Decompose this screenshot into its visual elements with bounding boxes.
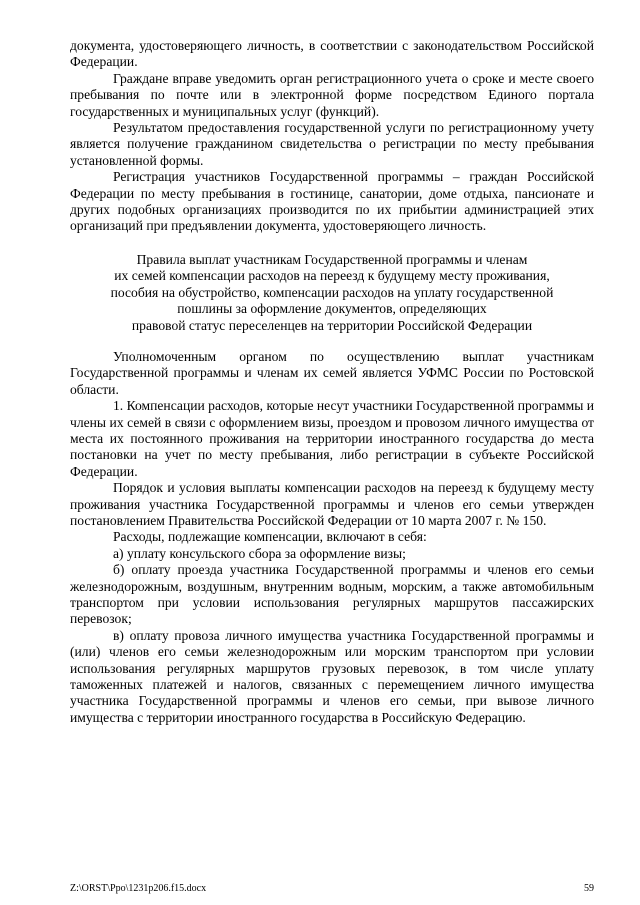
section-heading [70,252,594,334]
heading-line: правовой статус переселенцев на территории Российской Федерации [131,317,533,333]
list-item: а) уплату консульского сбора за оформление визы; [113,545,406,561]
heading-line: их семей компенсации расходов на переезд к будущему месту проживания, [114,268,550,284]
paragraph: Порядок и условия выплаты компенсации расходов на переезд к будущему месту проживания участника Государственной программы и членов его семьи утвержден постановлением Правительства Российской Федерации от 10 марта 2007 г. № 150. [70,480,594,528]
paragraph: Граждане вправе уведомить орган регистрационного учета о сроке и месте своего пребывания по почте или в электронной форме посредством Единого портала государственных и муниципальных услуг (функций). [70,70,594,119]
paragraph: 1. Компенсации расходов, которые несут участники Государственной программы и члены их семей в связи с оформлением визы, проездом и провозом личного имущества от места их постоянного проживания на территории иностранного государства до места постановки на учет по месту пребывания, либо регистрации в субъекте Российской Федерации. [70,398,595,479]
document-body [70,38,594,726]
paragraph: Уполномоченным органом по осуществлению выплат участникам Государственной программы и членам их семей является УФМС России по Ростовской области. [70,348,594,397]
heading-line: пособия на обустройство, компенсации расходов на уплату государственной [110,284,554,300]
paragraph: документа, удостоверяющего личность, в соответствии с законодательством Российской Федерации. [70,38,594,70]
footer-page-number: 59 [584,883,594,894]
heading-line: Правила выплат участникам Государственной программы и членам [136,251,528,267]
paragraph: Регистрация участников Государственной программы – граждан Российской Федерации по месту пребывания в гостинице, санатории, доме отдыха, пансионате и других подобных организациях производится по их прибытии администрацией этих организаций при предъявлении документа, удостоверяющего личность. [70,169,594,234]
list-item: б) оплату проезда участника Государственной программы и членов его семьи железнодорожным, воздушным, внутренним водным, морским, а также автомобильным транспортом при условии использования регулярных маршрутов пассажирских перевозок; [70,562,594,627]
paragraph: Расходы, подлежащие компенсации, включают в себя: [113,529,427,545]
list-item: в) оплату провоза личного имущества участника Государственной программы и (или) членов его семьи железнодорожным или морским транспортом при условии использования регулярных маршрутов грузовых перевозок, в том числе уплату таможенных платежей и налогов, связанных с перемещением личного имущества участника Государственной программы и членов его семьи, при вывозе личного имущества с территории иностранного государства в Российскую Федерацию. [70,627,594,725]
heading-line: пошлины за оформление документов, определяющих [177,301,487,317]
paragraph: Результатом предоставления государственной услуги по регистрационному учету является получение гражданином свидетельства о регистрации по месту пребывания установленной формы. [70,120,594,168]
footer-file-path: Z:\ORST\Ppo\1231p206.f15.docx [70,883,207,894]
